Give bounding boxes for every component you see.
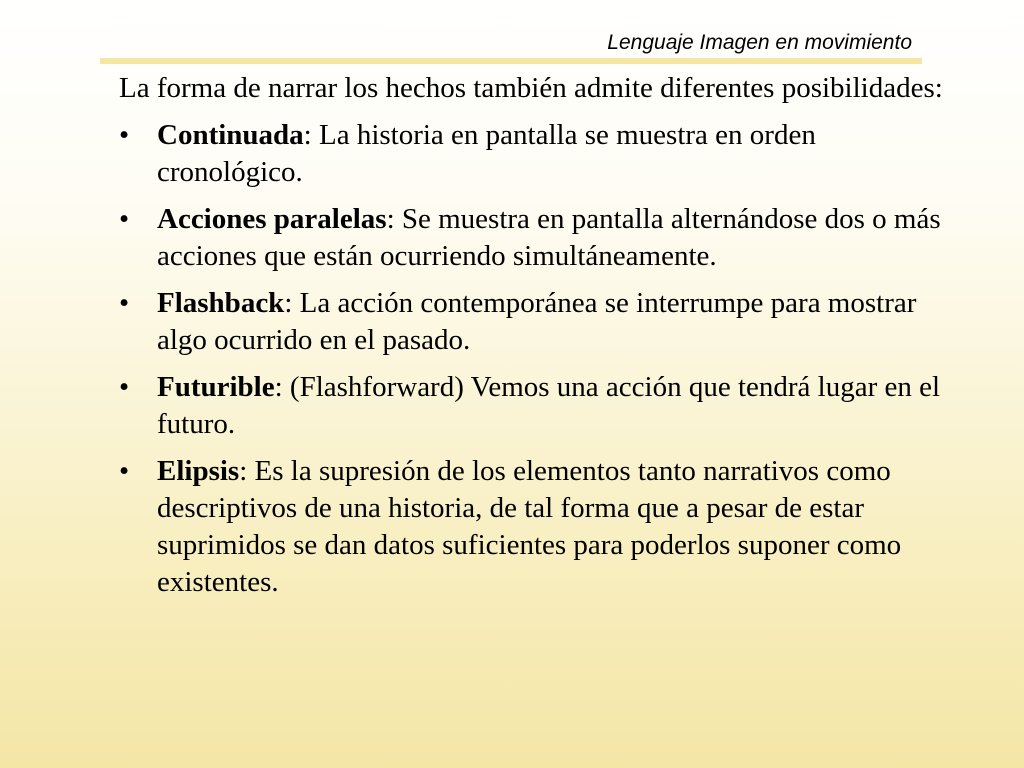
bullet-icon: • — [119, 203, 130, 235]
item-term: Continuada — [157, 119, 304, 151]
bullet-icon: • — [119, 287, 130, 319]
list-item-acciones-paralelas — [119, 201, 959, 275]
list-item-flashback — [119, 285, 959, 359]
list-item-continuada — [119, 117, 959, 191]
slide-header-title: Lenguaje Imagen en movimiento — [607, 31, 912, 54]
narrative-types-list — [119, 117, 959, 601]
item-term: Elipsis — [157, 455, 240, 487]
bullet-icon: • — [119, 119, 130, 151]
item-description: : Es la supresión de los elementos tanto narrativos como descriptivos de una historia, de tal forma que a pesar de estar suprimidos se dan datos suficientes para poderlos suponer como existentes. — [157, 455, 902, 598]
list-item-elipsis — [119, 453, 959, 601]
list-item-futurible — [119, 369, 959, 443]
item-description: : La acción contemporánea se interrumpe para mostrar algo ocurrido en el pasado. — [157, 287, 917, 356]
item-term: Futurible — [157, 371, 275, 403]
intro-paragraph: La forma de narrar los hechos también admite diferentes posibilidades: — [119, 72, 943, 104]
item-term: Flashback — [157, 287, 285, 319]
item-term: Acciones paralelas — [157, 203, 387, 235]
slide-body — [119, 70, 959, 611]
item-description: : Se muestra en pantalla alternándose dos o más acciones que están ocurriendo simultáneamente. — [157, 203, 941, 272]
item-description: : La historia en pantalla se muestra en orden cronológico. — [157, 119, 816, 188]
bullet-icon: • — [119, 371, 130, 403]
bullet-icon: • — [119, 455, 130, 487]
item-description: : (Flashforward) Vemos una acción que tendrá lugar en el futuro. — [157, 371, 941, 440]
header-divider — [100, 58, 922, 64]
